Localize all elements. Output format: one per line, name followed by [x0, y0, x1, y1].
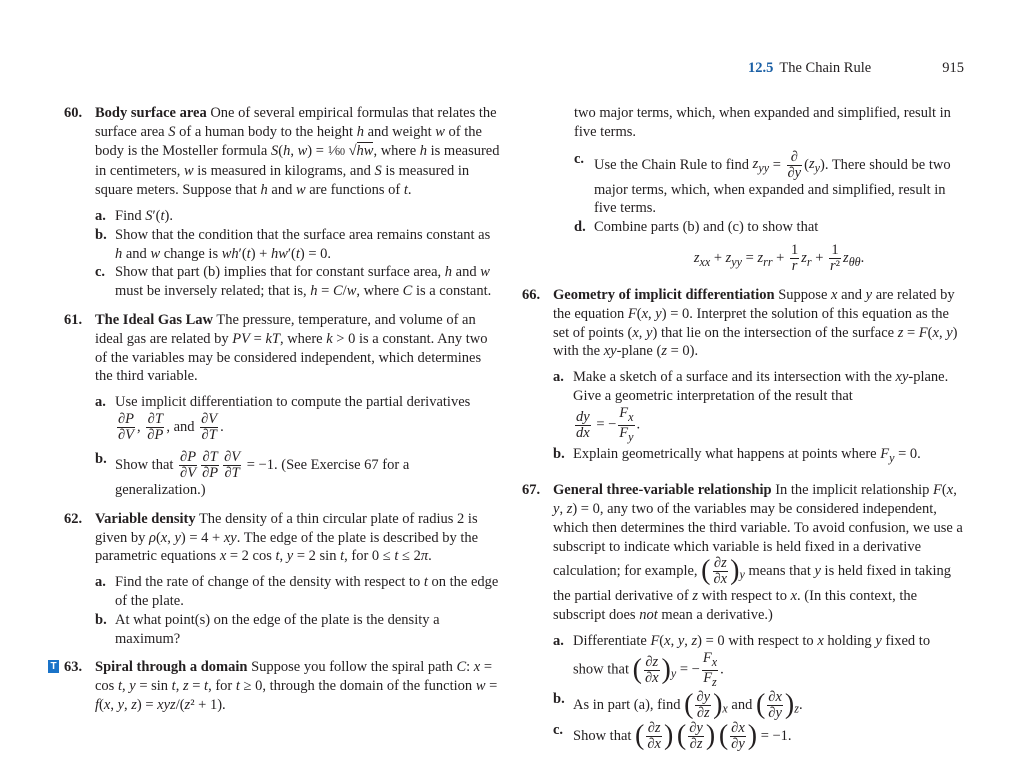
- section-heading: [748, 59, 871, 78]
- exercise-text: of a human body to the height: [179, 123, 354, 140]
- part-text: Use implicit differentiation to compute the partial derivatives: [115, 394, 471, 411]
- part-text: Combine parts (b) and (c) to show that: [594, 219, 819, 236]
- exercise-title: General three-variable relationship: [553, 482, 772, 499]
- exercise-text: is measured in centimeters,: [95, 142, 500, 180]
- exercise-title: Variable density: [95, 510, 196, 527]
- exercise-text: two major terms, which, when expanded and simplified, result in five terms.: [574, 105, 951, 140]
- part-c: c. Show that part (b) implies that for constant surface area, h and w must be inversely related; that is, h = C/w, where C is a constant.: [95, 264, 492, 300]
- exercise-text: In the implicit relationship: [775, 482, 930, 499]
- part-text: with respect to: [728, 633, 814, 650]
- exercise-text: and weight: [367, 123, 432, 140]
- emphasis-text: not: [639, 607, 658, 624]
- page-number: 915: [942, 60, 964, 76]
- exercise-61: 61. The Ideal Gas Law The pressure, temperature, and volume of an ideal gas are related by PV = kT, where k > 0 is a constant. Any two of the variables may be considered independent, which determines the third variable. a. Use implicit differentiation to compute the partial derivatives $\frac{\partial P}{\partial V}$ , $\frac{\partial T}{\partial P}$ , and $\frac{\partial V}{\partial T}$ . b. Show that $\frac{\partial P}{\partial V}$ $\frac{\partial T}{\partial P}$ $\frac{\partial V}{\partial T}$ = −1. (See Exercise 67 for a generalization.): [64, 311, 500, 500]
- exercise-text: any two of the variables may be considered independent, which then determines the third variable. To avoid confusion, we use a subscript to indicate which variable is held fixed in a derivative calculation; for example,: [553, 501, 963, 580]
- exercise-text: (In this context, the subscript does: [553, 588, 918, 624]
- part-label: c.: [95, 264, 106, 281]
- exercise-text: Suppose you follow the spiral path: [251, 659, 453, 676]
- part-text: Make a sketch of a surface and its intersection with the: [573, 369, 892, 386]
- part-label: b.: [95, 226, 107, 243]
- part-text: is a constant.: [415, 283, 492, 300]
- exercise-text: where: [287, 330, 323, 347]
- exercise-text: -plane: [616, 343, 653, 360]
- exercise-text: for: [351, 548, 369, 565]
- part-text: (See Exercise 67 for a generalization.): [115, 456, 410, 498]
- part-label: c.: [553, 721, 564, 738]
- exercise-text: One of several empirical formulas that relates the surface area: [95, 105, 497, 140]
- part-text: on the edge of the plate.: [115, 574, 499, 609]
- exercise-text: with the: [553, 343, 601, 360]
- running-header: [748, 59, 964, 79]
- part-text: Show that the condition that the surface area remains constant as: [115, 226, 491, 243]
- exercise-66: 66. Geometry of implicit differentiation Suppose x and y are related by the equation F(x, y) = 0. Interpret the solution of this equation as the set of points (x, y) that lie on the intersection of the surface z = F(x, y) with the xy-plane (z = 0). a. Make a sketch of a surface and its intersection with the xy-plane. Give a geometric interpretation of the result that $\frac{dy}{dx}$ = − $\frac{F_x}{F_y}$ . b. Explain geometrically what happens at points where $F_y = 0$.: [522, 286, 964, 467]
- part-text: must be inversely related; that is,: [115, 283, 307, 300]
- display-equation: $z_{xx} + z_{yy} = z_{rr}$ + $\frac{1}{r}$ $z_r$ + $\frac{1}{\text{r²}}$ $z_{\theta\theta}$.: [693, 241, 865, 274]
- exercise-number: 66.: [522, 286, 541, 303]
- part-text: fixed to show that: [573, 633, 931, 678]
- part-text: There should be two major terms, which, when expanded and simplified, result in five terms.: [594, 156, 951, 217]
- part-d: [574, 218, 964, 274]
- exercise-text: The pressure, temperature, and volume of an ideal gas are related by: [95, 311, 476, 347]
- exercise-title: The Ideal Gas Law: [95, 311, 214, 328]
- exercise-text: The edge of the plate is described by the parametric equations: [95, 529, 479, 565]
- exercise-text: of the body is the Mosteller formula: [95, 123, 482, 159]
- exercise-number: 62.: [64, 510, 83, 527]
- exercise-text: is measured in kilograms, and: [197, 163, 371, 180]
- part-label: b.: [95, 450, 107, 467]
- exercise-text: is a constant. Any two of the variables may be considered independent, which determines the third variable.: [95, 330, 488, 385]
- exercise-text: through the domain of the function: [269, 678, 473, 695]
- exercise-number: 61.: [64, 311, 83, 328]
- part-a: a. Differentiate F(x, y, z) = 0 with respect to x holding y fixed to show that ( $\frac{\partial z}{\partial x}$ )$_y$ = − $\frac{F_x}{F_z}$ .: [553, 633, 931, 689]
- exercise-text: with respect to: [701, 588, 787, 605]
- part-text: Explain geometrically what happens at points where: [573, 445, 877, 462]
- exercise-text: and: [841, 286, 863, 303]
- exercise-60: 60. Body surface area One of several empirical formulas that relates the surface area S of a human body to the height h and weight w of the body is the Mosteller formula S(h, w) = 1⁄60 √hw, where h is measured in centimeters, w is measured in kilograms, and S is measured in square meters. Suppose that h and w are functions of t. a. Find S′(t). b. Show that the condition that the surface area remains constant as h and w change is wh′(t) + hw′(t) = 0. c. Show that part (b) implies that for constant surface area, h and w must be inversely related; that is, h = C/w, where C is a constant.: [64, 105, 500, 300]
- section-number: 12.5: [748, 60, 774, 76]
- exercise-67: 67. General three-variable relationship In the implicit relationship F(x, y, z) = 0, any two of the variables may be considered independent, which then determines the third variable. To avoid confusion, we use a subscript to indicate which variable is held fixed in a derivative calculation; for example, ( $\frac{\partial z}{\partial x}$ )$_y$ means that y is held fixed in taking the partial derivative of z with respect to x. (In this context, the subscript does not mean a derivative.) a. Differentiate F(x, y, z) = 0 with respect to x holding y fixed to show that ( $\frac{\partial z}{\partial x}$ )$_y$ = − $\frac{F_x}{F_z}$ . b. As in part (a), find ( $\frac{\partial y}{\partial z}$ )$_x$ and ( $\frac{\partial x}{\partial y}$ )$_z$. c. Show that ( $\frac{\partial z}{\partial x}$ ) ( $\frac{\partial y}{\partial z}$ ) ( $\frac{\partial x}{\partial y}$ ) = −1.: [522, 482, 963, 752]
- part-label: c.: [574, 150, 585, 167]
- part-text: Show that: [115, 456, 174, 473]
- part-b: b. Show that $\frac{\partial P}{\partial V}$ $\frac{\partial T}{\partial P}$ $\frac{\partial V}{\partial T}$ = −1. (See Exercise 67 for a generalization.): [95, 448, 410, 498]
- part-text: holding: [827, 633, 872, 650]
- exercise-63: T 63. Spiral through a domain Suppose you follow the spiral path C: x = cos t, y = sin t, z = t, for t ≥ 0, through the domain of the function w = f(x, y, z) = xyz/(z² + 1).: [64, 658, 500, 714]
- part-text: and: [455, 264, 477, 281]
- left-column: [50, 104, 500, 725]
- part-b: [95, 611, 500, 649]
- part-text: and: [731, 696, 753, 713]
- part-text: change is: [163, 245, 219, 262]
- part-text: Use the Chain Rule to find: [594, 156, 750, 173]
- part-b: b. Explain geometrically what happens at points where $F_y = 0$.: [553, 445, 921, 465]
- exercise-text: The density of a thin circular plate of radius 2 is given by: [95, 510, 478, 546]
- part-label: a.: [95, 207, 106, 224]
- right-column: [522, 104, 964, 762]
- part-a: a. Make a sketch of a surface and its intersection with the xy-plane. Give a geometric interpretation of the result that $\frac{dy}{dx}$ = − $\frac{F_x}{F_y}$ .: [553, 369, 949, 444]
- part-b: b. As in part (a), find ( $\frac{\partial y}{\partial z}$ )$_x$ and ( $\frac{\partial x}{\partial y}$ )$_z$.: [553, 688, 803, 721]
- exercise-number: 63.: [64, 659, 83, 676]
- exercise-number: 67.: [522, 482, 541, 499]
- part-text: As in part (a), find: [573, 696, 681, 713]
- technology-icon: T: [48, 660, 59, 673]
- section-title: The Chain Rule: [779, 60, 872, 76]
- exercise-text: is held fixed in taking the partial derivative of: [553, 563, 951, 605]
- exercise-text: means that: [748, 563, 811, 580]
- part-label: a.: [553, 633, 564, 650]
- exercise-text: and: [271, 182, 293, 199]
- part-a: a. Find the rate of change of the density with respect to t on the edge of the plate.: [95, 574, 499, 609]
- exercise-title: Body surface area: [95, 105, 207, 121]
- part-label: b.: [553, 690, 565, 707]
- exercise-text: mean a derivative.): [661, 607, 773, 624]
- part-label: a.: [95, 574, 106, 591]
- part-a: a. Find S′(t).: [95, 207, 173, 224]
- exercise-65-continued: [522, 104, 964, 274]
- part-text: and: [125, 245, 147, 262]
- part-label: b.: [553, 445, 565, 462]
- part-text: -plane. Give a geometric interpretation of the result that: [573, 369, 949, 404]
- part-text: Show that: [573, 727, 632, 744]
- part-label: b.: [95, 611, 107, 628]
- part-label: a.: [95, 394, 106, 411]
- part-text: and: [173, 418, 195, 435]
- part-text: At what point(s) on the edge of the plate is the density a maximum?: [115, 611, 440, 647]
- part-c: c. Use the Chain Rule to find $z_{yy}$ = $\frac{\partial}{\partial y}$ $(z_y)$. There should be two major terms, which, when expanded and simplified, result in five terms.: [574, 148, 951, 217]
- part-text: Show that part (b) implies that for constant surface area,: [115, 264, 442, 281]
- part-text: where: [363, 283, 400, 300]
- exercise-62: 62. Variable density The density of a thin circular plate of radius 2 is given by ρ(x, y) = 4 + xy. The edge of the plate is described by the parametric equations x = 2 cos t, y = 2 sin t, for 0 ≤ t ≤ 2π. a. Find the rate of change of the density with respect to t on the edge of the plate. b. At what point(s) on the edge of the plate is the density a maximum?: [64, 510, 499, 647]
- part-b: b. Show that the condition that the surface area remains constant as h and w change is wh′(t) + hw′(t) = 0.: [95, 226, 491, 262]
- formula: S(h, w) = 1⁄60 √hw,: [270, 142, 378, 159]
- exercise-number: 60.: [64, 105, 83, 121]
- exercise-text: that lie on the intersection of the surface: [660, 324, 895, 341]
- exercise-text: are related by the equation: [553, 286, 955, 322]
- part-a: a. Use implicit differentiation to compute the partial derivatives $\frac{\partial P}{\partial V}$ , $\frac{\partial T}{\partial P}$ , and $\frac{\partial V}{\partial T}$ .: [95, 394, 471, 443]
- part-text: Find: [115, 207, 142, 224]
- part-c: c. Show that ( $\frac{\partial z}{\partial x}$ ) ( $\frac{\partial y}{\partial z}$ ) ( $\frac{\partial x}{\partial y}$ ) = −1.: [553, 719, 792, 752]
- exercise-text: where: [380, 142, 417, 159]
- exercise-title: Spiral through a domain: [95, 659, 248, 676]
- part-label: d.: [574, 219, 586, 236]
- part-text: Differentiate: [573, 633, 647, 650]
- exercise-text: Suppose: [778, 286, 828, 303]
- exercise-title: Geometry of implicit differentiation: [553, 286, 775, 303]
- exercise-text: is measured in square meters. Suppose that: [95, 163, 470, 199]
- part-text: Find the rate of change of the density with respect to: [115, 574, 421, 591]
- exercise-text: are functions of: [309, 182, 401, 199]
- exercise-text: Interpret the solution of this equation as the set of points: [553, 305, 949, 341]
- part-label: a.: [553, 369, 564, 386]
